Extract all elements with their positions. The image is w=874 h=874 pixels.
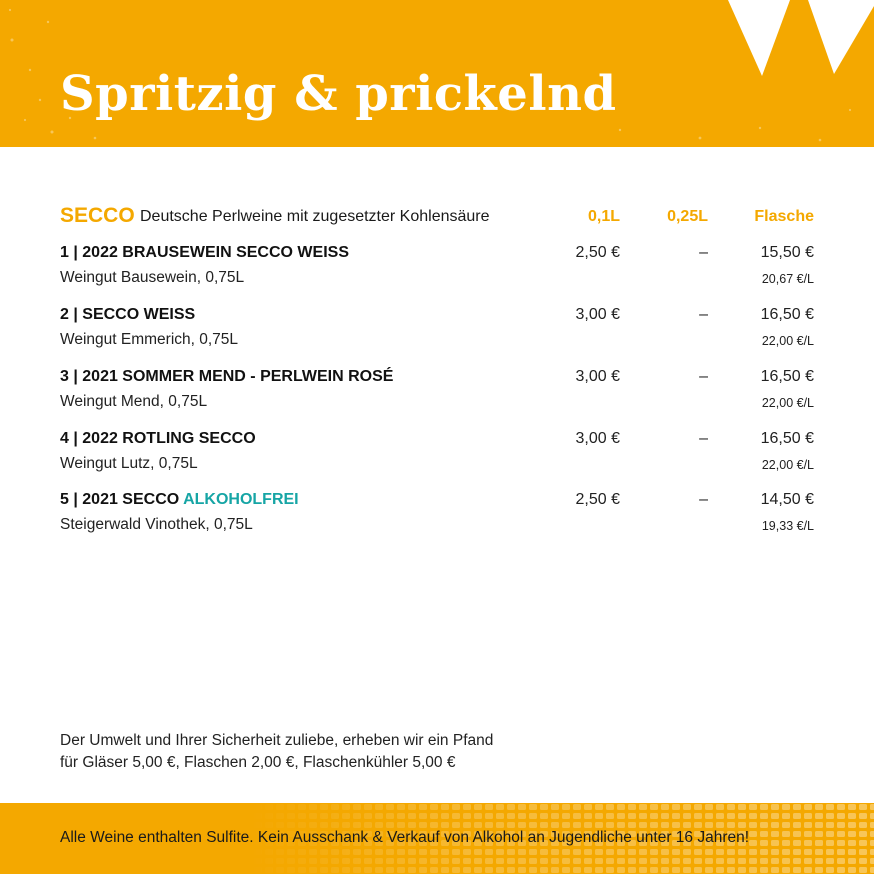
price-01l: 3,00 € [575, 306, 620, 323]
footer-text: Alle Weine enthalten Sulfite. Kein Ausschank & Verkauf von Alkohol an Jugendliche unter 16 Jahren! [60, 829, 750, 846]
footer-banner [0, 803, 874, 874]
header-banner [0, 0, 874, 147]
price-01l: 3,00 € [575, 430, 620, 447]
price-per-liter: 22,00 €/L [761, 334, 814, 348]
deposit-note [60, 730, 580, 774]
wine-producer: Weingut Mend, 0,75L [60, 393, 208, 410]
wine-producer: Steigerwald Vinothek, 0,75L [60, 516, 253, 533]
price-bottle: 16,50 € [760, 306, 814, 323]
price-bottle: 15,50 € [760, 244, 814, 261]
list-item [0, 306, 874, 354]
wine-title [60, 491, 299, 509]
section-header [0, 204, 874, 230]
price-025l: – [699, 306, 708, 323]
price-bottle: 14,50 € [760, 491, 814, 508]
wine-producer: Weingut Bausewein, 0,75L [60, 269, 245, 286]
price-bottle: 16,50 € [760, 430, 814, 447]
wine-title: 3 | 2021 SOMMER MEND - PERLWEIN ROSÉ [60, 368, 394, 385]
list-item [0, 430, 874, 478]
deposit-note-line2: für Gläser 5,00 €, Flaschen 2,00 €, Flaschenkühler 5,00 € [60, 754, 456, 771]
list-item [0, 491, 874, 539]
price-bottle: 16,50 € [760, 368, 814, 385]
section-description: Deutsche Perlweine mit zugesetzter Kohlensäure [140, 208, 490, 225]
wine-producer: Weingut Emmerich, 0,75L [60, 331, 239, 348]
wine-producer: Weingut Lutz, 0,75L [60, 455, 198, 472]
deposit-note-line1: Der Umwelt und Ihrer Sicherheit zuliebe, erheben wir ein Pfand [60, 732, 494, 749]
price-025l: – [699, 368, 708, 385]
wine-title-accent: ALKOHOLFREI [183, 491, 299, 508]
wine-title: 1 | 2022 BRAUSEWEIN SECCO WEISS [60, 244, 349, 261]
price-per-liter: 19,33 €/L [761, 519, 814, 533]
section-name: SECCO [60, 204, 135, 227]
price-01l: 2,50 € [575, 491, 620, 508]
list-item [0, 368, 874, 416]
list-item [0, 244, 874, 292]
price-per-liter: 20,67 €/L [761, 272, 814, 286]
page-title: Spritzig & prickelnd [60, 66, 617, 122]
price-per-liter: 22,00 €/L [761, 458, 814, 472]
column-header-bottle: Flasche [754, 208, 814, 225]
price-01l: 3,00 € [575, 368, 620, 385]
price-025l: – [699, 244, 708, 261]
wine-title-main: 5 | 2021 SECCO [60, 491, 184, 508]
price-025l: – [699, 430, 708, 447]
price-per-liter: 22,00 €/L [761, 396, 814, 410]
column-header-01l: 0,1L [587, 208, 620, 225]
price-01l: 2,50 € [575, 244, 620, 261]
price-025l: – [699, 491, 708, 508]
wine-title: 2 | SECCO WEISS [60, 306, 196, 323]
column-header-025l: 0,25L [667, 208, 708, 225]
wine-title: 4 | 2022 ROTLING SECCO [60, 430, 256, 447]
